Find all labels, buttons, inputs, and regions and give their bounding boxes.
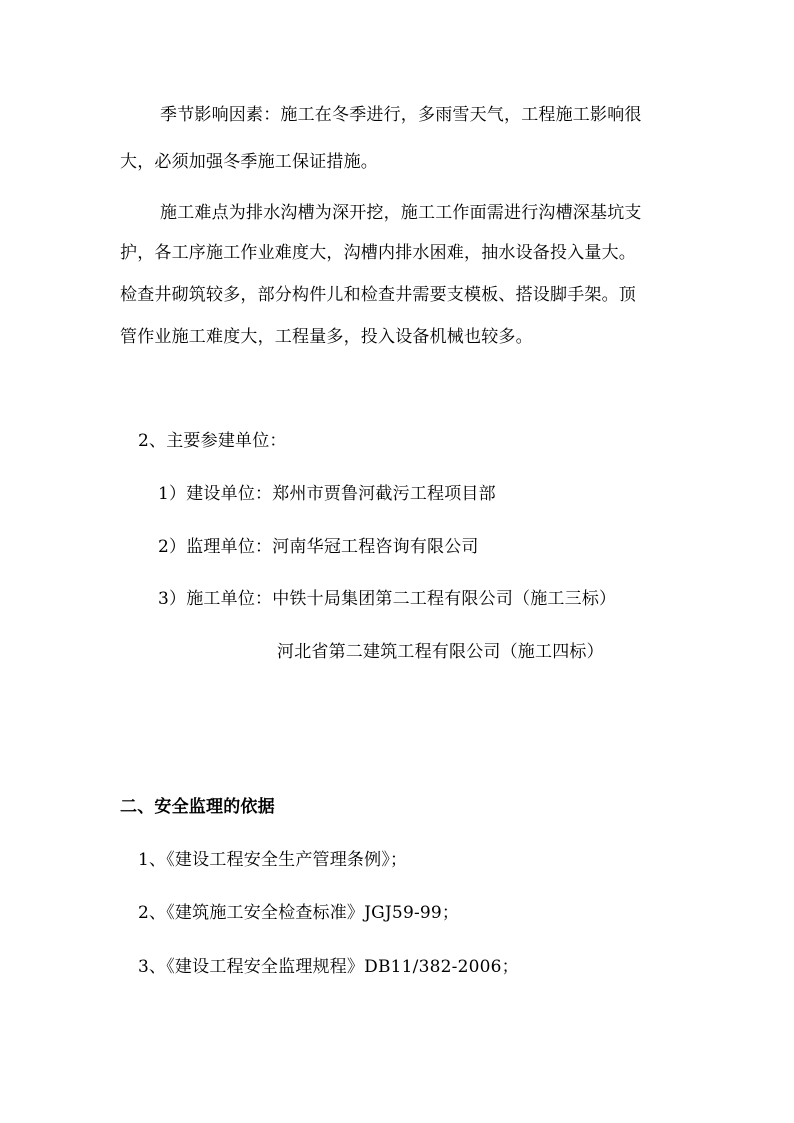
participant-item-contractor: 3）施工单位：中铁十局集团第二工程有限公司（施工三标） bbox=[158, 589, 617, 609]
basis-item-1: 1、《建设工程安全生产管理条例》； bbox=[138, 850, 408, 870]
participant-item-contractor-continued: 河北省第二建筑工程有限公司（施工四标） bbox=[277, 642, 604, 662]
participant-item-owner: 1）建设单位：郑州市贾鲁河截污工程项目部 bbox=[158, 484, 496, 504]
paragraph-2-line-3: 检查井砌筑较多，部分构件儿和检查井需要支模板、搭设脚手架。顶 bbox=[120, 285, 636, 305]
basis-item-2: 2、《建筑施工安全检查标准》JGJ59-99； bbox=[138, 903, 460, 923]
section-two-heading: 二、安全监理的依据 bbox=[120, 797, 275, 817]
participants-heading: 2、主要参建单位： bbox=[138, 431, 287, 451]
paragraph-1-line-2: 大，必须加强冬季施工保证措施。 bbox=[120, 152, 378, 172]
paragraph-2-line-1: 施工难点为排水沟槽为深开挖，施工工作面需进行沟槽深基坑支 bbox=[160, 203, 642, 223]
basis-item-3: 3、《建设工程安全监理规程》DB11/382-2006； bbox=[138, 957, 519, 977]
paragraph-2-line-2: 护，各工序施工作业难度大，沟槽内排水困难，抽水设备投入量大。 bbox=[120, 243, 636, 263]
paragraph-1-line-1: 季节影响因素：施工在冬季进行，多雨雪天气，工程施工影响很 bbox=[160, 105, 642, 125]
paragraph-2-line-4: 管作业施工难度大，工程量多，投入设备机械也较多。 bbox=[120, 327, 533, 347]
participant-item-supervisor: 2）监理单位：河南华冠工程咨询有限公司 bbox=[158, 537, 479, 557]
